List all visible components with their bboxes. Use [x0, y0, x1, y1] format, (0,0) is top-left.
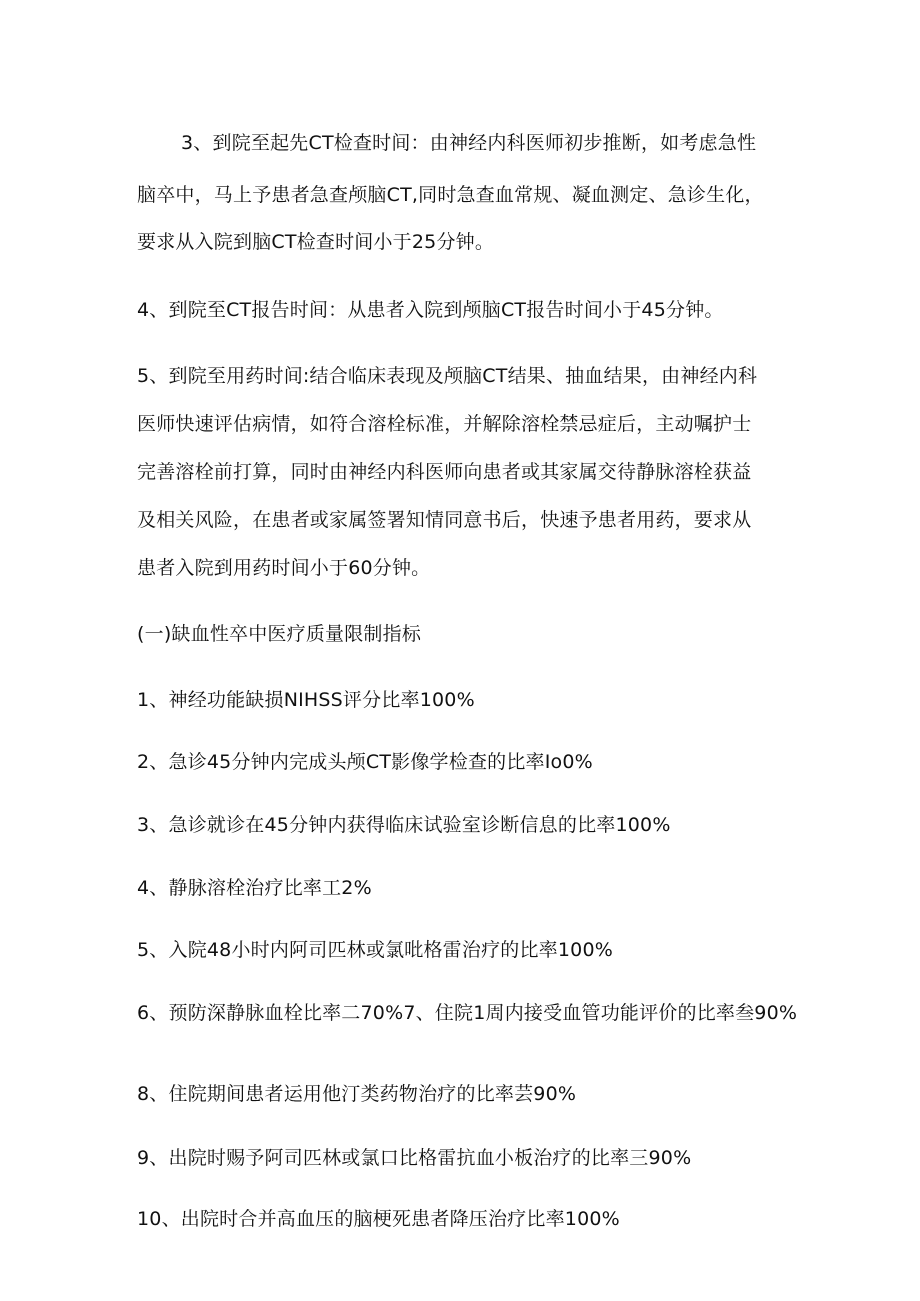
- list-item: 3、急诊就诊在45分钟内获得临床试验室诊断信息的比率100%: [137, 814, 671, 836]
- paragraph-line: 4、到院至CT报告时间：从患者入院到颅脑CT报告时间小于45分钟。: [137, 299, 724, 321]
- paragraph-line: 3、到院至起先CT检查时间：由神经内科医师初步推断，如考虑急性: [181, 132, 757, 154]
- paragraph-line: 医师快速评估病情，如符合溶栓标准，并解除溶栓禁忌症后，主动嘱护士: [137, 413, 752, 435]
- paragraph-line: 完善溶栓前打算，同时由神经内科医师向患者或其家属交待静脉溶栓获益: [137, 461, 752, 483]
- section-heading: (一)缺血性卒中医疗质量限制指标: [137, 623, 422, 645]
- list-item: 10、出院时合并高血压的脑梗死患者降压治疗比率100%: [137, 1208, 620, 1230]
- list-item: 4、静脉溶栓治疗比率工2%: [137, 877, 372, 899]
- list-item: 2、急诊45分钟内完成头颅CT影像学检查的比率Io0%: [137, 751, 593, 773]
- list-item: 6、预防深静脉血栓比率二70%7、住院1周内接受血管功能评价的比率叁90%: [137, 1002, 798, 1024]
- paragraph-line: 要求从入院到脑CT检查时间小于25分钟。: [137, 231, 495, 253]
- paragraph-line: 患者入院到用药时间小于60分钟。: [137, 557, 431, 579]
- paragraph-line: 及相关风险，在患者或家属签署知情同意书后，快速予患者用药，要求从: [137, 509, 752, 531]
- list-item: 9、出院时赐予阿司匹林或氯口比格雷抗血小板治疗的比率三90%: [137, 1147, 692, 1169]
- list-item: 8、住院期间患者运用他汀类药物治疗的比率芸90%: [137, 1083, 577, 1105]
- list-item: 1、神经功能缺损NIHSS评分比率100%: [137, 689, 475, 711]
- paragraph-line: 5、到院至用药时间:结合临床表现及颅脑CT结果、抽血结果，由神经内科: [137, 365, 758, 387]
- paragraph-line: 脑卒中，马上予患者急查颅脑CT,同时急查血常规、凝血测定、急诊生化，: [137, 184, 764, 206]
- list-item: 5、入院48小时内阿司匹林或氯吡格雷治疗的比率100%: [137, 939, 613, 961]
